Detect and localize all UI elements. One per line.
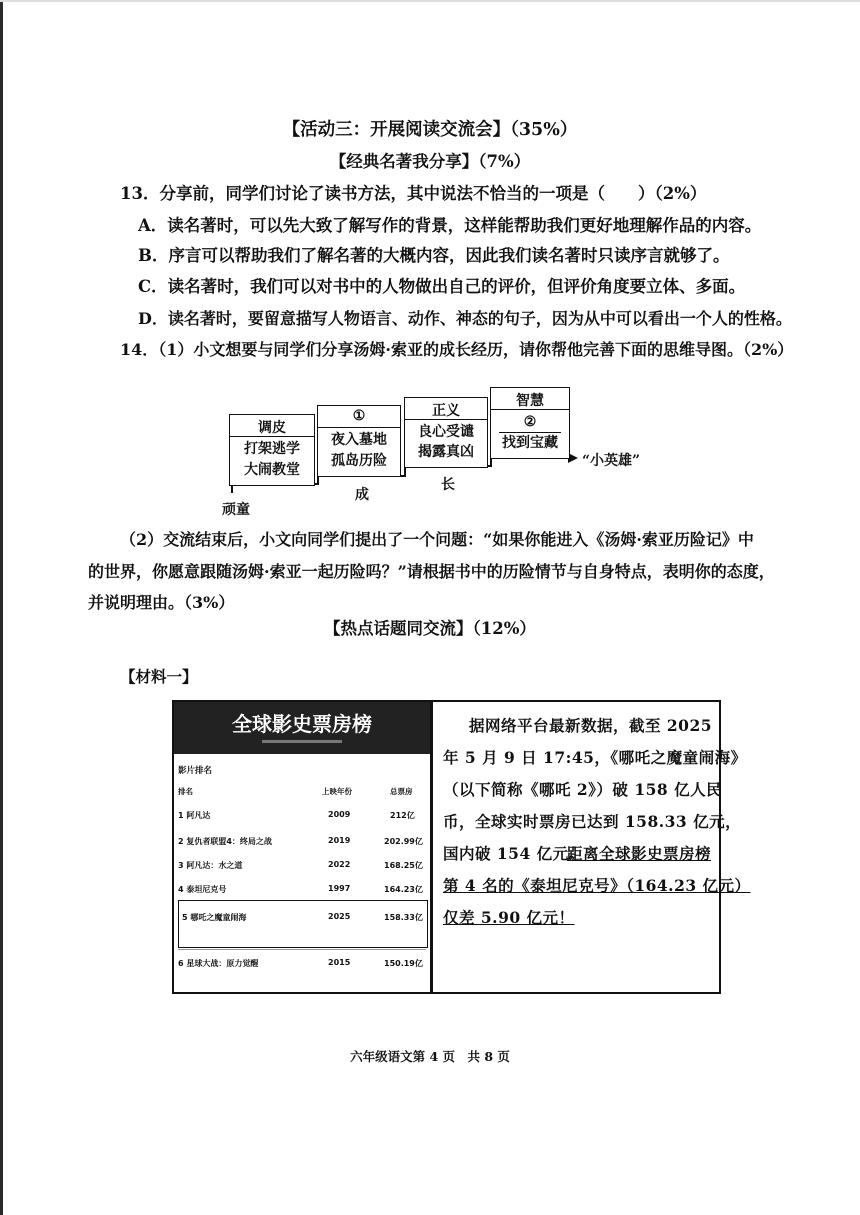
- box-1-event-1: 打架逃学: [244, 441, 300, 457]
- box-office-gross: 202.99亿: [384, 837, 423, 846]
- row-divider: [178, 949, 426, 950]
- table-row: [174, 860, 430, 880]
- film-name: 5 哪吒之魔童闹海: [182, 913, 247, 922]
- box-office-gross: 212亿: [390, 811, 415, 820]
- box-1-trait: 调皮: [230, 417, 314, 437]
- box-3-trait: 正义: [405, 400, 487, 420]
- option-c: C．读名著时，我们可以对书中的人物做出自己的评价，但评价角度要立体、多面。: [138, 277, 746, 296]
- option-a: A．读名著时，可以先大致了解写作的背景，这样能帮助我们更好地理解作品的内容。: [138, 216, 762, 235]
- film-name: 3 阿凡达：水之道: [178, 861, 243, 870]
- page-footer: 六年级语文第 4 页 共 8 页: [350, 1049, 510, 1064]
- mind-map-box-2: [317, 405, 401, 477]
- release-year: 2009: [328, 810, 351, 819]
- question-14-part2-line-1: （2）交流结束后，小文向同学们提出了一个问题：“如果你能进入《汤姆·索亚历险记》中: [120, 530, 754, 549]
- table-row: [174, 810, 430, 830]
- option-b: B．序言可以帮助我们了解名著的大概内容，因此我们读名著时只读序言就够了。: [138, 246, 730, 265]
- table-row: [174, 836, 430, 856]
- activity-title: 【活动三：开展阅读交流会】（35%）: [282, 120, 578, 140]
- film-name: 1 阿凡达: [178, 811, 211, 820]
- end-label: “小英雄”: [582, 453, 641, 469]
- material-text-line: 据网络平台最新数据，截至 2025: [469, 716, 713, 735]
- box-office-gross: 158.33亿: [384, 913, 423, 922]
- material-text-underlined: 第 4 名的《泰坦尼克号》（164.23 亿元）: [443, 876, 751, 895]
- material-1-text-box: [431, 700, 751, 994]
- box-office-gross: 168.25亿: [384, 861, 423, 870]
- material-text-line: 币，全球实时票房已达到 158.33 亿元，: [443, 812, 742, 831]
- box-2-event-2: 孤岛历险: [331, 453, 387, 469]
- material-text-underlined: 仅差 5.90 亿元！: [443, 908, 575, 927]
- film-name: 6 星球大战：原力觉醒: [178, 959, 259, 968]
- ranking-section-label: 影片排名: [178, 766, 213, 776]
- box-office-header: [174, 702, 430, 754]
- film-name: 2 复仇者联盟4：终局之战: [178, 837, 272, 846]
- box-1-event-2: 大闹教堂: [244, 462, 300, 478]
- release-year: 2025: [328, 912, 351, 921]
- film-name: 4 泰坦尼克号: [178, 885, 227, 894]
- box-3-event-1: 良心受谴: [418, 424, 474, 440]
- section-title: 【经典名著我分享】（7%）: [329, 152, 531, 171]
- box-3-event-2: 揭露真凶: [418, 444, 474, 460]
- mind-map-box-4: [490, 387, 570, 459]
- question-14-part1: 14．（1）小文想要与同学们分享汤姆·索亚的成长经历，请你帮他完善下面的思维导图。（2%）: [120, 340, 794, 359]
- box-office-subtitle-bar: [262, 740, 342, 743]
- material-text-underlined: 距离全球影史票房榜: [567, 844, 712, 863]
- box-2-event-1: 夜入墓地: [331, 432, 387, 448]
- step-label-1: 成: [355, 487, 369, 503]
- question-14-part2-line-2: 的世界，你愿意跟随汤姆·索亚一起历险吗？”请根据书中的历险情节与自身特点，表明你的态度，: [88, 562, 775, 581]
- box-4-event-1: 找到宝藏: [502, 435, 558, 451]
- step-label-2: 长: [441, 477, 455, 493]
- release-year: 2022: [328, 860, 351, 869]
- header-gross: 总票房: [390, 787, 413, 796]
- question-14-part2-line-3: 并说明理由。（3%）: [88, 593, 235, 612]
- material-1-label: 【材料一】: [120, 667, 198, 686]
- material-text-line: （以下简称《哪吒 2》）破 158 亿人民: [443, 780, 723, 799]
- release-year: 2015: [328, 958, 351, 967]
- section-2-title: 【热点话题同交流】（12%）: [324, 619, 536, 638]
- box-office-ranking-image: [172, 700, 432, 994]
- release-year: 1997: [328, 884, 351, 893]
- header-year: 上映年份: [322, 787, 352, 796]
- mind-map-box-1: [229, 414, 315, 486]
- blank-1: ①: [318, 408, 400, 428]
- mind-map-box-3: [404, 397, 488, 468]
- material-text-line: 年 5 月 9 日 17:45，《哪吒之魔童闹海》: [443, 748, 747, 767]
- release-year: 2019: [328, 836, 351, 845]
- box-office-gross: 150.19亿: [384, 959, 423, 968]
- start-label: 顽童: [222, 502, 250, 518]
- material-text-line: 国内破 154 亿元。: [443, 844, 585, 863]
- table-row: [174, 958, 430, 978]
- table-row-highlighted: [174, 912, 430, 932]
- question-13-stem: 13．分享前，同学们讨论了读书方法，其中说法不恰当的一项是（ ）（2%）: [120, 184, 707, 203]
- header-rank: 排名: [178, 787, 193, 796]
- blank-2: ②: [499, 412, 561, 433]
- box-office-gross: 164.23亿: [384, 885, 423, 894]
- option-d: D．读名著时，要留意描写人物语言、动作、神态的句子，因为从中可以看出一个人的性格。: [138, 309, 792, 328]
- box-4-trait: 智慧: [491, 390, 569, 410]
- box-office-title: 全球影史票房榜: [232, 712, 372, 736]
